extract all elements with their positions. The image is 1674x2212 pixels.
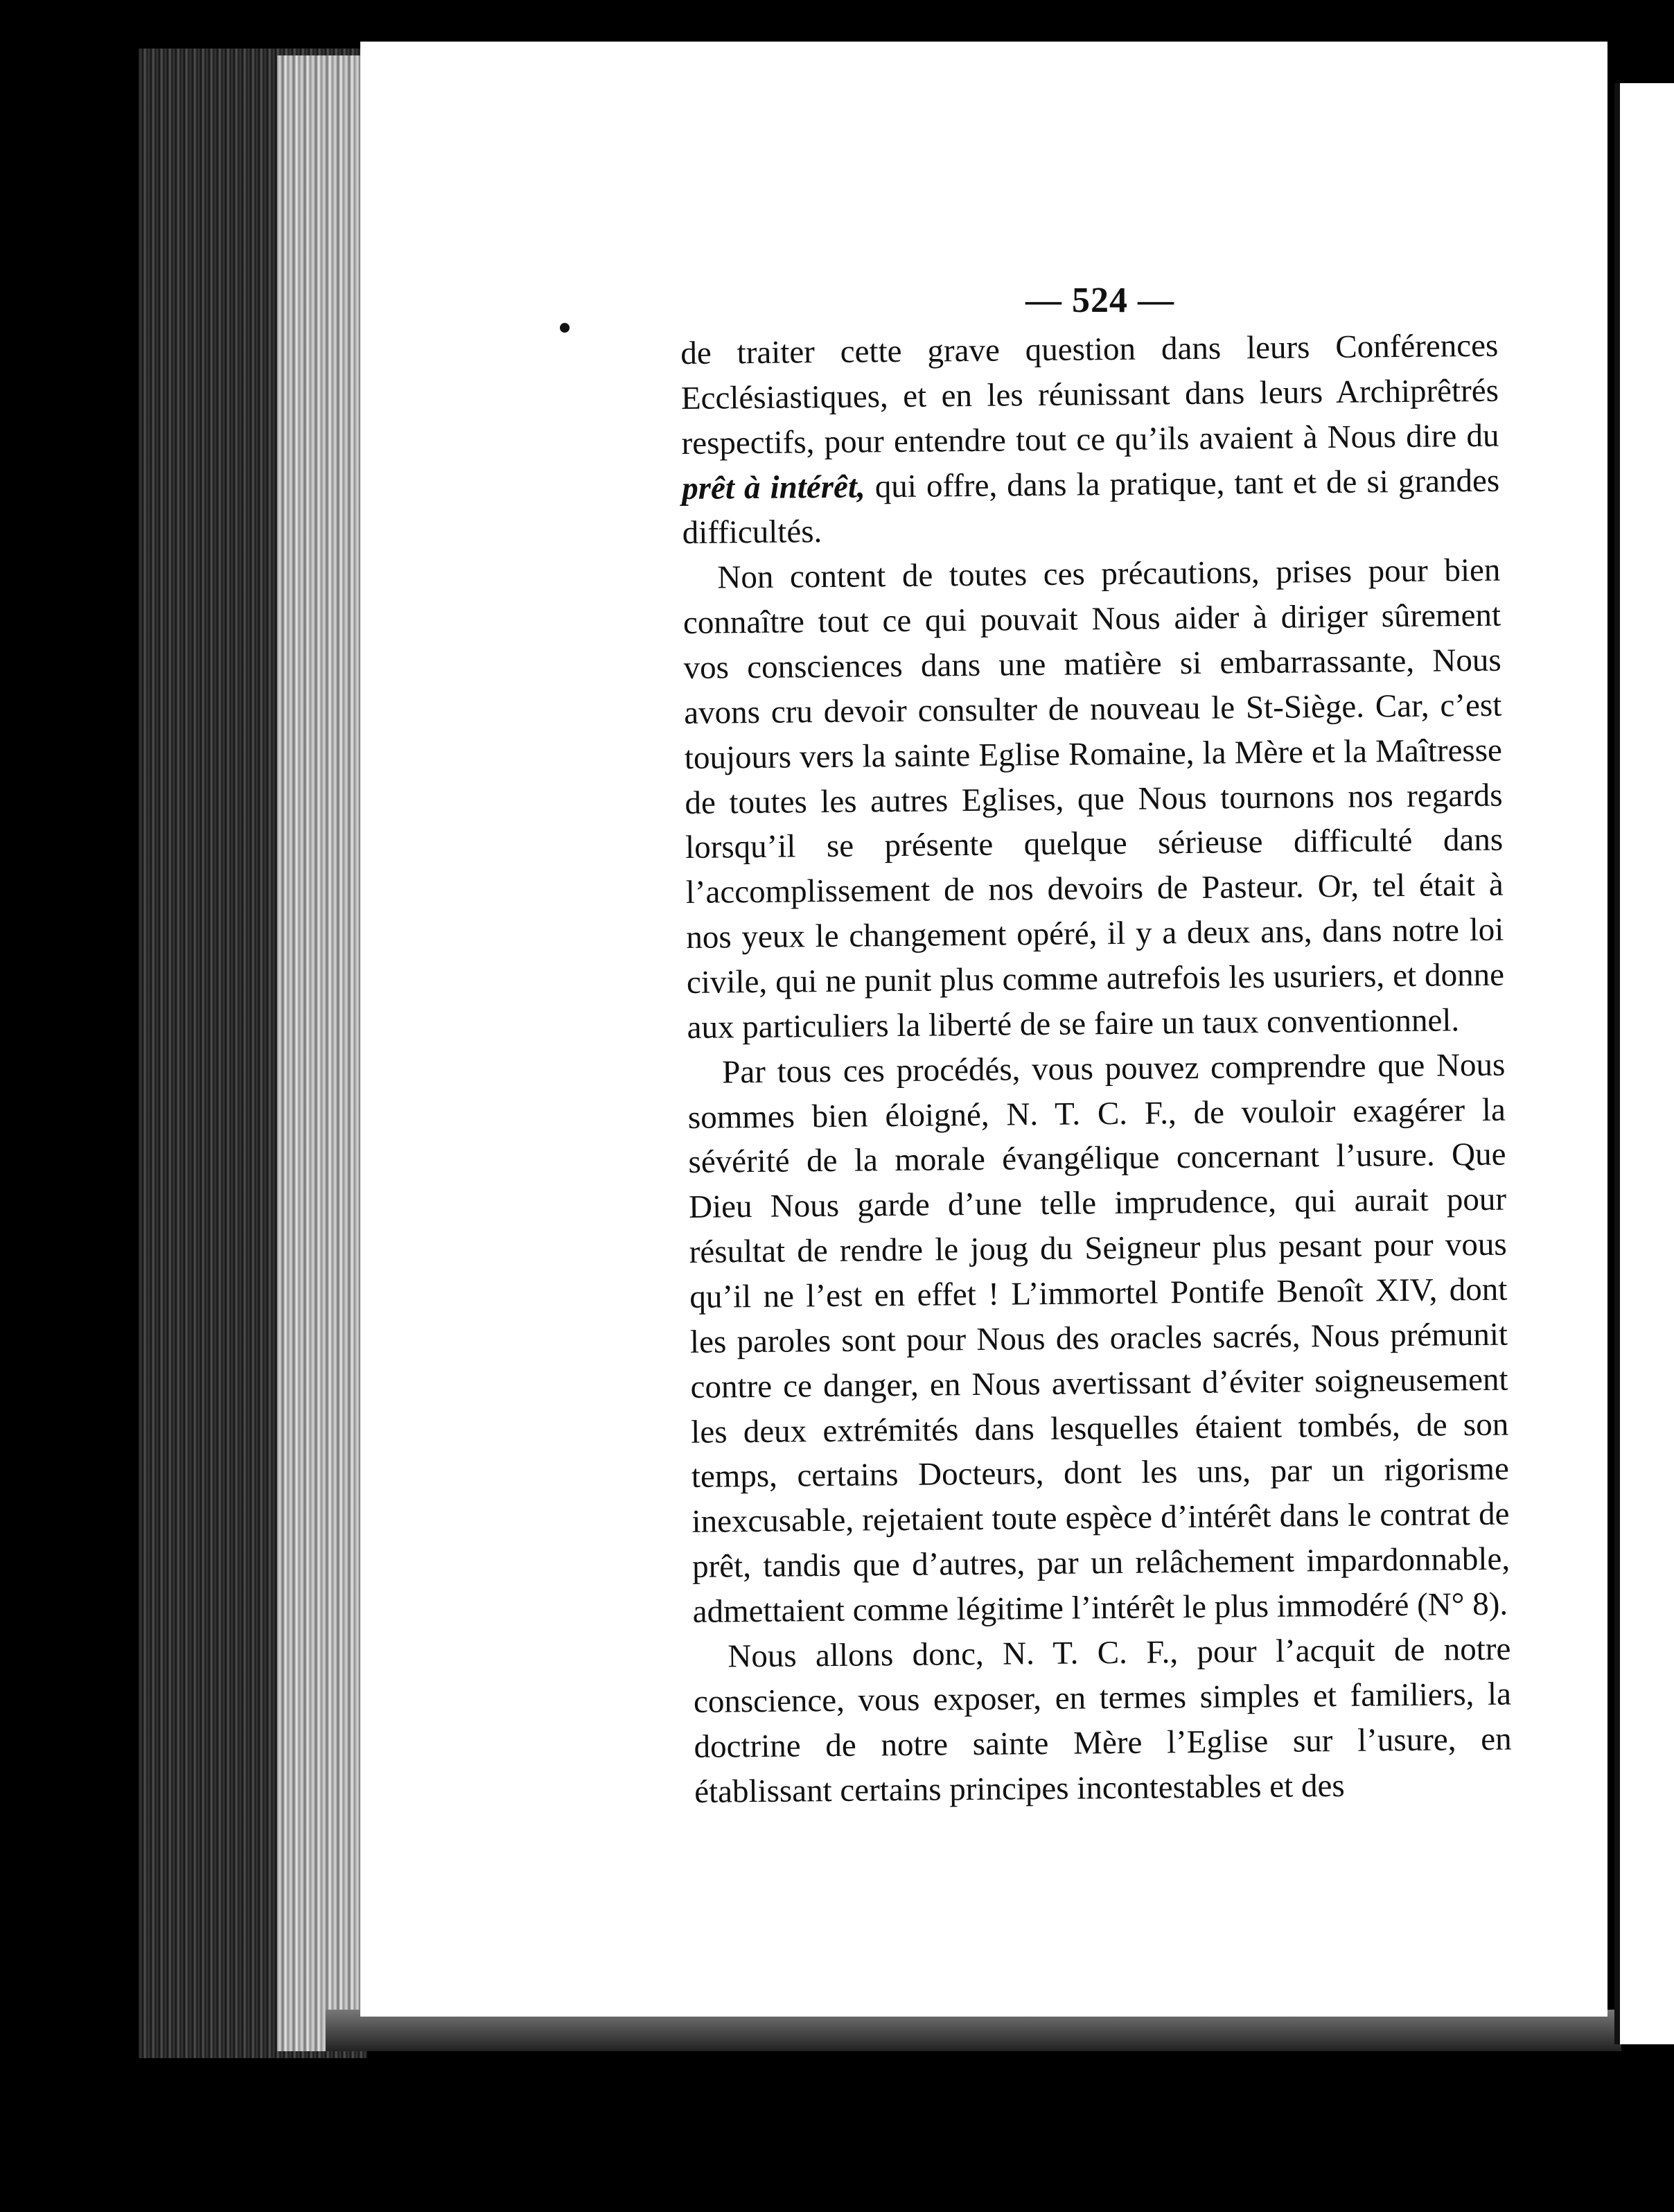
paragraph-1-emphasis: prêt à intérêt,	[681, 468, 865, 507]
page-edges	[277, 55, 367, 2051]
paragraph-3: Par tous ces procédés, vous pouvez comprendre que Nous sommes bien éloigné, N. T. C. F., de vouloir exagérer la sévérité de la morale évangélique concernant l’usure. Que Dieu Nous garde d’une telle imprudence, qui aurait pour résultat de rendre le joug du Seigneur plus pesant pour vous qu’il ne l’est en effet ! L’immortel Pontife Benoît XIV, dont les paroles sont pour Nous des oracles sacrés, Nous prémunit contre ce danger, en Nous avertissant d’éviter soigneusement les deux extrémités dans lesquelles étaient tombés, de son temps, certains Docteurs, dont les uns, par un rigorisme inexcusable, rejetaient toute espèce d’intérêt dans le contrat de prêt, tandis que d’autres, par un relâchement impardonnable, admettaient comme légitime l’intérêt le plus immodéré (N° 8).	[687, 1046, 1510, 1630]
margin-dot	[560, 323, 570, 333]
paragraph-4: Nous allons donc, N. T. C. F., pour l’acquit de notre conscience, vous exposer, en termes simples et familiers, la doctrine de notre sainte Mère l’Eglise sur l’usure, en établissant certains principes incontestables et des	[693, 1631, 1512, 1810]
paragraph-2: Non content de toutes ces précautions, prises pour bien connaître tout ce qui pouvait Nous aider à diriger sûrement vos consciences dans une matière si embarrassante, Nous avons cru devoir consulter de nouveau le St-Siège. Car, c’est toujours vers la sainte Eglise Romaine, la Mère et la Maîtresse de toutes les autres Eglises, que Nous tournons nos regards lorsqu’il se présente quelque sérieuse difficulté dans l’accomplissement de nos devoirs de Pasteur. Or, tel était à nos yeux le changement opéré, il y a deux ans, dans notre loi civile, qui ne punit plus comme autrefois les usuriers, et donne aux particuliers la liberté de se faire un taux conventionnel.	[682, 552, 1505, 1046]
paragraph-1	[680, 324, 1500, 556]
paragraph-1-start: de traiter cette grave question dans leurs Conférences Ecclésiastiques, et en les réunissant dans leurs Archiprêtrés respectifs, pour entendre tout ce qu’ils avaient à Nous dire du	[680, 327, 1499, 462]
paragraph-1-end: qui offre, dans la pratique, tant et de si grandes difficultés.	[682, 462, 1500, 552]
body-text	[680, 324, 1512, 1815]
facing-page-sliver	[1614, 83, 1674, 2044]
page-number-header: — 524 —	[1025, 281, 1174, 320]
